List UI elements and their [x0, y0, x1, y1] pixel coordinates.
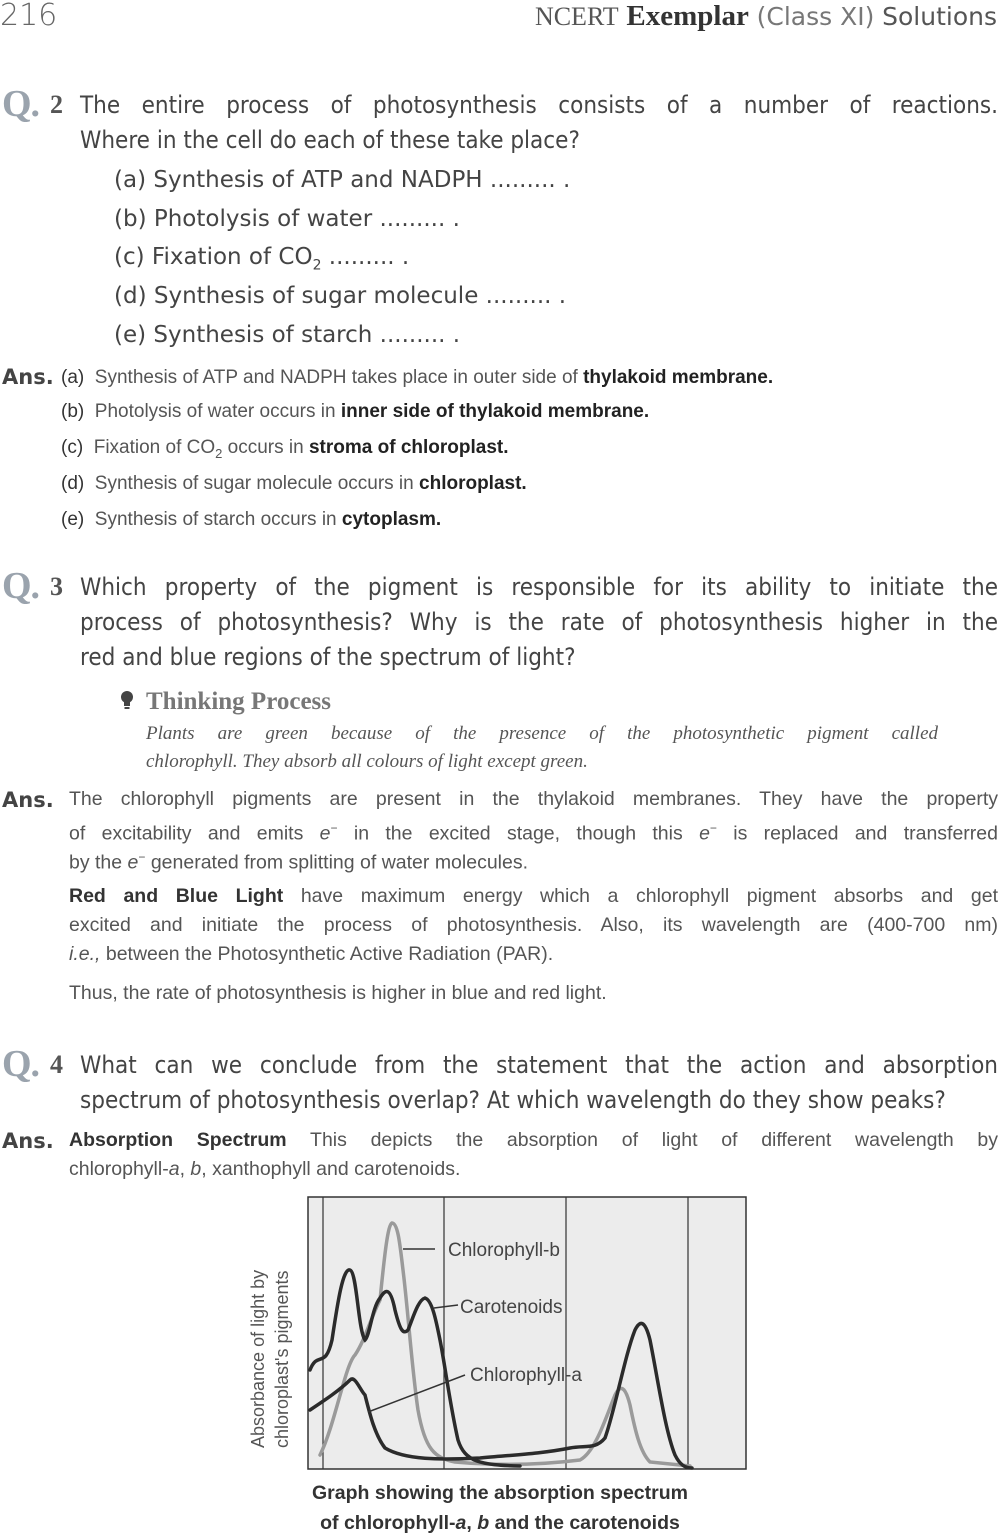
q2-answer-a-text: Synthesis of ATP and NADPH takes place in outer side of	[94, 367, 584, 388]
q2-answer-c-sub: 2	[215, 445, 223, 461]
q3-p2-bold: Red and Blue Light	[69, 885, 284, 907]
caption-line2a: of chlorophyll-	[320, 1512, 456, 1534]
q4-p1-bold: Absorption Spectrum	[69, 1129, 287, 1151]
q2-answer-b-text: Photolysis of water occurs in	[94, 401, 341, 422]
header-solutions: Solutions	[882, 2, 997, 31]
electron-1-sup: −	[330, 821, 338, 835]
label-chlorophyll-b: Chlorophyll-b	[448, 1240, 560, 1261]
electron-2-sup: −	[709, 821, 717, 835]
q3-p1-line3b: generated from splitting of water molecules.	[145, 851, 529, 874]
q4-mark: Q.	[2, 1043, 40, 1085]
q2-answer-label: Ans.	[2, 365, 54, 389]
q2-answer-a	[61, 367, 773, 389]
q3-p1-line3a: by the	[69, 851, 128, 874]
q3-p1-line2b: in the excited stage, though this	[337, 822, 700, 845]
q2-text-line1: The entire process of photosynthesis consists of a number of reactions.	[80, 91, 998, 119]
electron-1: e	[319, 822, 331, 845]
q2-mark: Q.	[2, 83, 40, 125]
q3-p2-line1	[69, 882, 998, 911]
thinking-process-title: Thinking Process	[146, 688, 331, 715]
q3-p3: Thus, the rate of photosynthesis is higher in blue and red light.	[69, 982, 607, 1004]
q2-option-c	[114, 244, 409, 274]
q2-option-c-suffix: ......... .	[321, 244, 410, 270]
q2-option-e: (e) Synthesis of starch ......... .	[114, 322, 461, 348]
q4-answer-label: Ans.	[2, 1129, 54, 1153]
caption-b: b	[477, 1512, 490, 1534]
q2-option-b: (b) Photolysis of water ......... .	[114, 206, 460, 232]
chart-ylabel-line2: chloroplast's pigments	[272, 1270, 292, 1448]
caption-comma: ,	[466, 1512, 478, 1534]
caption-a: a	[455, 1512, 467, 1534]
header-class: (Class XI)	[756, 2, 875, 31]
q2-answer-b	[61, 401, 649, 423]
q2-option-d: (d) Synthesis of sugar molecule ......... .	[114, 283, 567, 309]
q4-text-line1: What can we conclude from the statement that the action and absorption	[80, 1051, 998, 1079]
q3-p1-line3	[69, 843, 528, 878]
electron-3: e	[127, 851, 139, 874]
q2-answer-c-label: (c)	[61, 437, 84, 458]
q2-answer-b-bold: inner side of thylakoid membrane.	[340, 401, 650, 422]
lightbulb-icon	[120, 690, 134, 712]
q4-number: 4	[50, 1050, 63, 1079]
q2-option-c-prefix: (c) Fixation of CO	[114, 244, 313, 270]
caption-line2b: and the carotenoids	[489, 1512, 680, 1534]
thinking-line2: chlorophyll. They absorb all colours of light except green.	[146, 751, 588, 772]
q4-p1-line1	[69, 1126, 998, 1155]
q3-answer-label: Ans.	[2, 788, 54, 812]
header-exemplar: Exemplar	[626, 0, 749, 32]
q3-p1-line2c: is replaced and transferred	[716, 822, 998, 845]
q3-p2-line1-text: have maximum energy which a chlorophyll pigment absorbs and get	[283, 885, 998, 907]
q2-option-a: (a) Synthesis of ATP and NADPH ......... .	[114, 167, 571, 193]
electron-2: e	[699, 822, 710, 845]
q2-answer-c-bold: stroma of chloroplast.	[308, 437, 509, 458]
chart-svg	[240, 1190, 760, 1480]
running-header	[535, 0, 997, 33]
q3-p2-line3-text: between the Photosynthetic Active Radiation (PAR).	[100, 943, 554, 965]
q2-answer-d-text: Synthesis of sugar molecule occurs in	[94, 473, 420, 494]
chart-caption-line2	[240, 1508, 760, 1538]
q4-p1-line1-text: This depicts the absorption of light of different wavelength by	[286, 1129, 998, 1151]
q3-p1-line1: The chlorophyll pigments are present in the thylakoid membranes. They have the property	[69, 788, 998, 810]
q3-p2-line3	[69, 940, 553, 969]
q2-answer-e-label: (e)	[61, 509, 85, 530]
q3-p2-line2: excited and initiate the process of photosynthesis. Also, its wavelength are (400-700 nm)	[69, 914, 998, 936]
q2-answer-e-text: Synthesis of starch occurs in	[94, 509, 342, 530]
q2-option-c-sub: 2	[312, 257, 322, 274]
chart-ylabel-line1: Absorbance of light by	[248, 1269, 268, 1448]
q2-answer-c	[61, 437, 509, 461]
q4-p1-line2a: chlorophyll-	[69, 1158, 169, 1180]
label-chlorophyll-a: Chlorophyll-a	[470, 1365, 582, 1386]
chart-caption-line1: Graph showing the absorption spectrum	[312, 1482, 688, 1504]
q2-answer-a-bold: thylakoid membrane.	[583, 367, 774, 388]
q4-p1-a: a	[168, 1158, 180, 1180]
q3-p1-line2a: of excitability and emits	[69, 822, 320, 845]
q4-p1-b: b	[190, 1158, 202, 1180]
q3-text-line1: Which property of the pigment is responsible for its ability to initiate the	[80, 573, 998, 601]
q2-text-line2: Where in the cell do each of these take place?	[80, 126, 580, 154]
chart-caption	[240, 1478, 760, 1538]
q3-mark: Q.	[2, 565, 40, 607]
q2-answer-c-text2: occurs in	[222, 437, 309, 458]
electron-3-sup: −	[138, 850, 146, 864]
q3-p2-line3-ital: i.e.,	[69, 943, 101, 965]
q2-answer-c-text: Fixation of CO	[93, 437, 216, 458]
q2-answer-b-label: (b)	[61, 401, 85, 422]
q4-text-line2: spectrum of photosynthesis overlap? At which wavelength do they show peaks?	[80, 1086, 946, 1114]
q2-number: 2	[50, 90, 63, 119]
q2-answer-d-bold: chloroplast.	[419, 473, 527, 494]
page-number: 216	[0, 0, 58, 33]
q2-answer-e-bold: cytoplasm.	[341, 509, 442, 530]
q2-answer-d	[61, 473, 527, 495]
q3-number: 3	[50, 572, 63, 601]
q2-answer-d-label: (d)	[61, 473, 85, 494]
absorption-spectrum-chart	[240, 1190, 760, 1480]
q2-answer-e	[61, 509, 441, 531]
label-carotenoids: Carotenoids	[460, 1297, 563, 1318]
q4-p1-line2b: ,	[179, 1158, 191, 1180]
q4-p1-line2	[69, 1155, 460, 1184]
q3-text-line2: process of photosynthesis? Why is the rate of photosynthesis higher in the	[80, 608, 998, 636]
q4-p1-line2c: , xanthophyll and carotenoids.	[201, 1158, 461, 1180]
thinking-line1: Plants are green because of the presence of the photosynthetic pigment called	[146, 723, 938, 744]
q2-answer-a-label: (a)	[61, 367, 85, 388]
q3-text-line3: red and blue regions of the spectrum of light?	[80, 643, 576, 671]
header-ncert: NCERT	[534, 2, 619, 31]
